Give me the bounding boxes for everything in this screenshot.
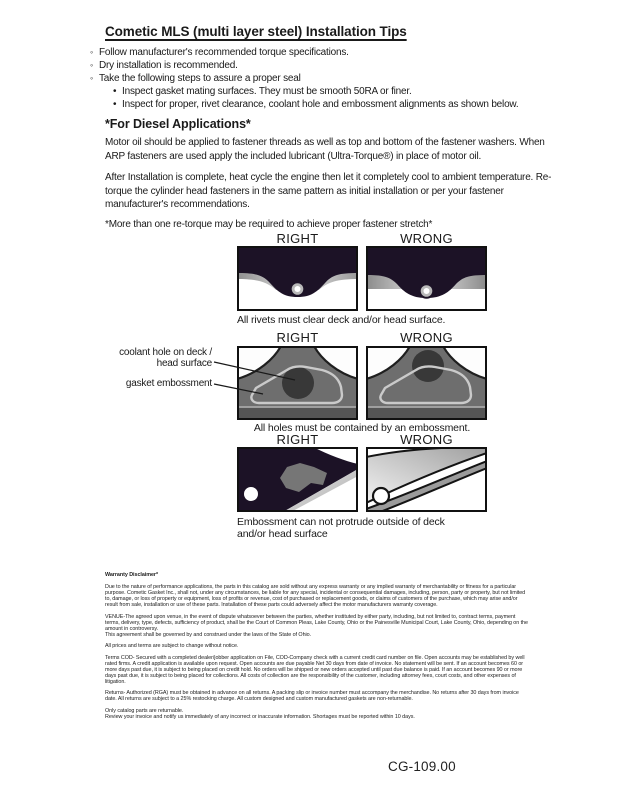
gasket-embossment-label: gasket embossment bbox=[125, 378, 212, 389]
returns-paragraph: Returns- Authorized (RGA) must be obtained in advance on all returns. A packing slip or invoice number must accompany the merchandise. No returns after 30 days from invoice date. All returns are subject to a 25% restocking charge. All custom designed and custom manufactured gaskets are non-returnable. bbox=[105, 690, 519, 702]
agreement-line: This agreement shall be governed by and construed under the laws of the State of Ohio. bbox=[105, 631, 312, 638]
figure-caption-protrusion: Embossment can not protrude outside of deck and/or head surface bbox=[237, 516, 445, 540]
installation-tips-list bbox=[90, 46, 618, 111]
page-code: CG-109.00 bbox=[388, 759, 456, 774]
list-item: ◦ Dry installation is recommended. bbox=[90, 60, 238, 71]
catalog-line: Only catalog parts are returnable. bbox=[105, 707, 184, 714]
open-bullet-icon: ◦ bbox=[90, 47, 93, 57]
embossment-containment-wrong-diagram bbox=[366, 346, 487, 420]
diesel-paragraph-1: Motor oil should be applied to fastener threads as well as top and bottom of the fastener washers. When ARP fasteners are used apply the included lubricant (Ultra-Torque®) in place of motor oil. bbox=[105, 137, 545, 162]
bullet-icon: • bbox=[113, 99, 117, 110]
wrong-label: WRONG bbox=[400, 231, 453, 246]
right-label: RIGHT bbox=[276, 231, 319, 246]
prices-line: All prices and terms are subject to change without notice. bbox=[105, 643, 239, 649]
coolant-hole-label: coolant hole on deck / head surface bbox=[119, 347, 212, 369]
open-bullet-icon: ◦ bbox=[90, 73, 93, 83]
figure-caption-rivets: All rivets must clear deck and/or head surface. bbox=[237, 314, 446, 326]
embossment-protrusion-right-diagram bbox=[237, 447, 358, 512]
diesel-section-heading: *For Diesel Applications* bbox=[105, 117, 251, 131]
rivet-clearance-wrong-diagram bbox=[366, 246, 487, 311]
list-item: ◦ Follow manufacturer's recommended torque specifications. bbox=[90, 47, 349, 58]
wrong-label: WRONG bbox=[400, 432, 453, 447]
review-line: Review your invoice and notify us immediately of any incorrect or inaccurate information. Shortages must be reported within 10 days. bbox=[105, 713, 415, 720]
bullet-icon: • bbox=[113, 86, 117, 97]
list-item: • Inspect gasket mating surfaces. They must be smooth 50RA or finer. bbox=[113, 86, 412, 97]
right-label: RIGHT bbox=[276, 432, 319, 447]
list-item: ◦ Take the following steps to assure a proper seal bbox=[90, 73, 301, 84]
terms-paragraph: Terms COD- Secured with a completed dealer/jobber application on File, COD-Company check with a current credit card number on file. Open accounts may be established by well rated firms. A credit application is available upon request. Open accounts are due payable Net 30 days from date of invoice. No statement will be sent. If an account becomes 60 or more days past due, it is subject to being placed on credit hold. No orders will be shipped or new orders accepted until past due balance is paid. If an account becomes 90 or more days past due, it is subject to being placed for collections. All costs of collection are the responsibility of the customer, including attorney fees, court costs, and other expenses of litigation. bbox=[105, 654, 525, 685]
warranty-paragraph: Due to the nature of performance applications, the parts in this catalog are sold without any express warranty or any implied warranty of merchantability or fitness for a particular purpose. Cometic Gasket Inc., shall not, under any circumstances, be liable for any special, incidental or consequential damages, including, person, party or property, but not limited to, damage, or loss of property or equipment, loss of profits or revenue, cost of purchased or replacement goods, or claims of customers of the purchase, which may arise and/or result from sale, installation or use of these parts. Installation of these parts could adversely affect the motor manufacturers warranty coverage. bbox=[105, 584, 526, 608]
embossment-protrusion-wrong-diagram bbox=[366, 447, 487, 512]
warranty-heading: Warranty Disclaimer* bbox=[105, 572, 159, 578]
diesel-paragraph-2: After Installation is complete, heat cycle the engine then let it completely cool to ambient temperature. Re-torque the cylinder head fasteners in the same pattern as initial installation or per your fastener manufacturer's recommendations. bbox=[105, 172, 552, 210]
rivet-clearance-right-diagram bbox=[237, 246, 358, 311]
figure-caption-holes: All holes must be contained by an embossment. bbox=[253, 422, 471, 434]
retorque-note: *More than one re-torque may be required to achieve proper fastener stretch* bbox=[105, 219, 433, 230]
open-bullet-icon: ◦ bbox=[90, 60, 93, 70]
list-item: • Inspect for proper, rivet clearance, coolant hole and embossment alignments as shown below. bbox=[113, 99, 519, 110]
venue-paragraph: VENUE-The agreed upon venue, in the event of dispute whatsoever between the parties, whether instituted by either party, including, but not limited to, contract terms, payment terms, delivery, type, defects, sufficiency of product, shall be the Court of Common Pleas, Lake County, Ohio or the Painesville Municipal Court, Lake County, Ohio, depending on the amount in controversy. bbox=[105, 613, 528, 632]
embossment-containment-right-diagram bbox=[237, 346, 358, 420]
wrong-label: WRONG bbox=[400, 330, 453, 345]
page-title: Cometic MLS (multi layer steel) Installation Tips bbox=[105, 24, 407, 39]
warranty-fine-print bbox=[105, 572, 529, 725]
right-label: RIGHT bbox=[276, 330, 319, 345]
